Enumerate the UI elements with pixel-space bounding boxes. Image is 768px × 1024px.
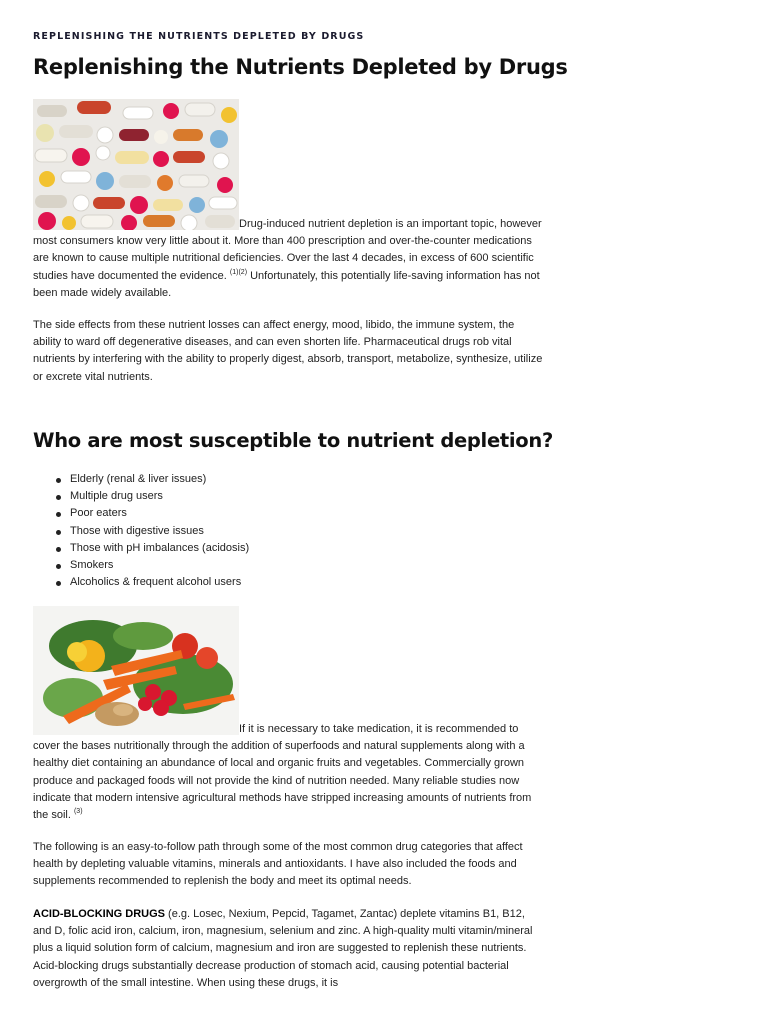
medication-paragraph — [33, 721, 543, 824]
intro-reference: (1)(2) — [229, 268, 248, 276]
article-kicker: REPLENISHING THE NUTRIENTS DEPLETED BY DRUGS — [33, 31, 365, 42]
list-item: Elderly (renal & liver issues) — [33, 471, 249, 488]
list-item: Those with digestive issues — [33, 523, 249, 540]
article-title: Replenishing the Nutrients Depleted by Drugs — [33, 55, 568, 79]
list-item: Those with pH imbalances (acidosis) — [33, 540, 249, 557]
intro-text-b: Unfortunately, this potentially life-saving information has not been made widely available. — [33, 269, 540, 299]
medication-reference: (3) — [73, 808, 83, 816]
list-item: Alcoholics & frequent alcohol users — [33, 574, 249, 591]
intro-text-a: Drug-induced nutrient depletion is an important topic, however most consumers know very little about it. More than 400 prescription and over-the-counter medications are known to cause multiple nutritional deficiencies. Over the last 4 decades, in excess of 600 scientific studies have documented the evidence. — [33, 218, 542, 282]
side-effects-paragraph: The side effects from these nutrient losses can affect energy, mood, libido, the immune system, the ability to ward off degenerative diseases, and can even shorten life. Pharmaceutical drugs rob vital nutrients by interfering with the ability to properly digest, absorb, transport, metabolize, synthesize, utilize or excrete vital nutrients. — [33, 319, 543, 383]
acid-blocking-label: ACID-BLOCKING DRUGS — [33, 908, 165, 920]
list-item: Poor eaters — [33, 505, 249, 522]
susceptible-list — [33, 471, 249, 591]
path-intro-paragraph: The following is an easy-to-follow path through some of the most common drug categories that affect health by depleting valuable vitamins, minerals and antioxidants. I have also included the foods and supplements recommended to replenish the body and meet its optimal needs. — [33, 841, 523, 888]
list-item: Multiple drug users — [33, 488, 249, 505]
pills-image — [33, 99, 239, 230]
acid-blocking-text: (e.g. Losec, Nexium, Pepcid, Tagamet, Zantac) deplete vitamins B1, B12, and D, folic acid iron, calcium, iron, magnesium, selenium and zinc. A high-quality multi vitamin/mineral plus a liquid solution form of calcium, magnesium and iron are suggested to replenish these nutrients. Acid-blocking drugs substantially decrease production of stomach acid, causing potential bacterial overgrowth of the small intestine. When using these drugs, it is — [33, 908, 533, 989]
acid-blocking-paragraph — [33, 906, 543, 992]
susceptible-heading: Who are most susceptible to nutrient depletion? — [33, 429, 553, 452]
intro-paragraph — [33, 216, 543, 302]
vegetables-image — [33, 606, 239, 735]
list-item: Smokers — [33, 557, 249, 574]
medication-text: If it is necessary to take medication, it is recommended to cover the bases nutritionally through the addition of superfoods and natural supplements along with a healthy diet containing an abundance of local and organic fruits and vegetables. Commercially grown produce and packaged foods will not provide the kind of nutrition needed. Many reliable studies now indicate that modern intensive agricultural methods have stripped increasing amounts of nutrients from the soil. — [33, 723, 532, 822]
